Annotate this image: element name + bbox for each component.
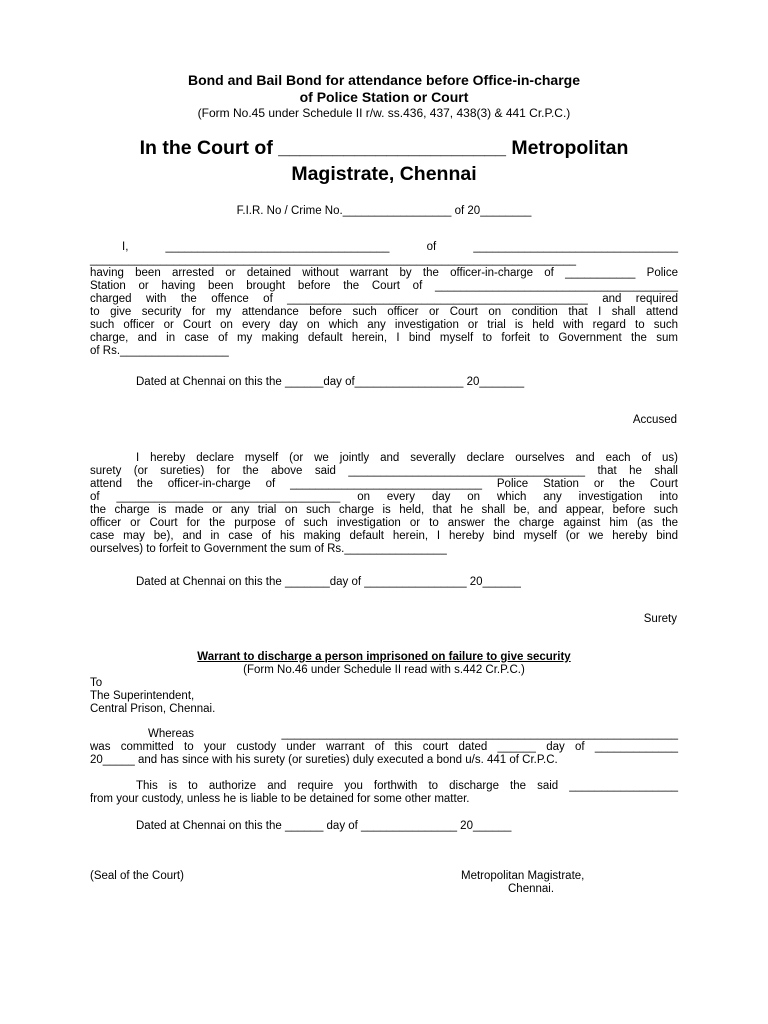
bond-line: Station or having been brought before the Court of ______________________________________ (90, 280, 678, 292)
surety-line: ourselves) to forfeit to Government the sum of Rs.________________ (90, 543, 447, 555)
surety-line: case may be), and in case of his making default herein, I hereby bind myself (or we hereby bind (90, 530, 678, 542)
warrant-line: was committed to your custody under warrant of this court dated ______ day of _____________ (90, 741, 678, 753)
bond-line: charged with the offence of _______________________________________________ and required (90, 293, 678, 305)
surety-dated-line: Dated at Chennai on this the _______day of ________________ 20______ (136, 576, 521, 588)
warrant-address-line2: Central Prison, Chennai. (90, 703, 216, 715)
bond-line: I, ___________________________________ of ________________________________ (122, 241, 678, 253)
document-title-line2: of Police Station or Court (299, 89, 469, 105)
magistrate-signature-line1: Metropolitan Magistrate, (461, 870, 585, 882)
warrant-to: To (90, 677, 103, 689)
accused-label: Accused (632, 414, 677, 426)
warrant-dated-line: Dated at Chennai on this the ______ day of _______________ 20______ (136, 820, 512, 832)
warrant-title: Warrant to discharge a person imprisoned on failure to give security (197, 651, 571, 663)
bond-line: such officer or Court on every day on which any investigation or trial is held with regard to such (90, 319, 678, 331)
warrant-address-line1: The Superintendent, (90, 690, 195, 702)
surety-line: surety (or sureties) for the above said _____________________________________ that he shall (90, 465, 678, 477)
bond-dated-line: Dated at Chennai on this the ______day of_________________ 20_______ (136, 376, 525, 388)
surety-line: of ___________________________________ on every day on which any investigation into (90, 491, 678, 503)
bond-paragraph (90, 241, 678, 358)
authorization-line: from your custody, unless he is liable to be detained for some other matter. (90, 793, 470, 805)
bond-line: of Rs._________________ (90, 345, 229, 357)
document-title-line1: Bond and Bail Bond for attendance before Office-in-charge (187, 72, 581, 88)
form-reference: (Form No.45 under Schedule II r/w. ss.436, 437, 438(3) & 441 Cr.P.C.) (197, 106, 571, 120)
fir-line: F.I.R. No / Crime No._________________ of 20________ (236, 205, 532, 217)
authorization-line: This is to authorize and require you forthwith to discharge the said _________________ (136, 780, 678, 792)
surety-line: the charge is made or any trial on such charge is held, that he shall be, and appear, before such (90, 504, 678, 516)
bond-line: charge, and in case of my making default herein, I bind myself to forfeit to Government the sum (90, 332, 678, 344)
warrant-paragraph (90, 728, 678, 767)
surety-line: attend the officer-in-charge of ______________________________ Police Station or the Court (90, 478, 678, 490)
court-heading-line1: In the Court of _____________________ Metropolitan (139, 137, 629, 159)
warrant-form-reference: (Form No.46 under Schedule II read with s.442 Cr.P.C.) (243, 664, 525, 676)
surety-line: I hereby declare myself (or we jointly and severally declare ourselves and each of us) (136, 452, 678, 464)
surety-paragraph (90, 452, 678, 556)
surety-label: Surety (643, 613, 677, 625)
warrant-line: 20_____ and has since with his surety (or sureties) duly executed a bond u/s. 441 of Cr.P.C. (90, 754, 558, 766)
magistrate-signature-line2: Chennai. (508, 883, 555, 895)
court-seal-label: (Seal of the Court) (90, 870, 184, 882)
surety-line: officer or Court for the purpose of such investigation or to answer the charge against him (as the (90, 517, 678, 529)
court-heading-line2: Magistrate, Chennai (291, 163, 477, 185)
warrant-line: Whereas ______________________________________________________________ (148, 728, 678, 740)
bond-line: having been arrested or detained without warrant by the officer-in-charge of ___________ Police (90, 267, 678, 279)
bond-line: to give security for my attendance before such officer or Court on condition that I shall attend (90, 306, 678, 318)
bond-line: ____________________________________________________________________________ (90, 254, 577, 266)
authorization-paragraph (90, 780, 678, 806)
